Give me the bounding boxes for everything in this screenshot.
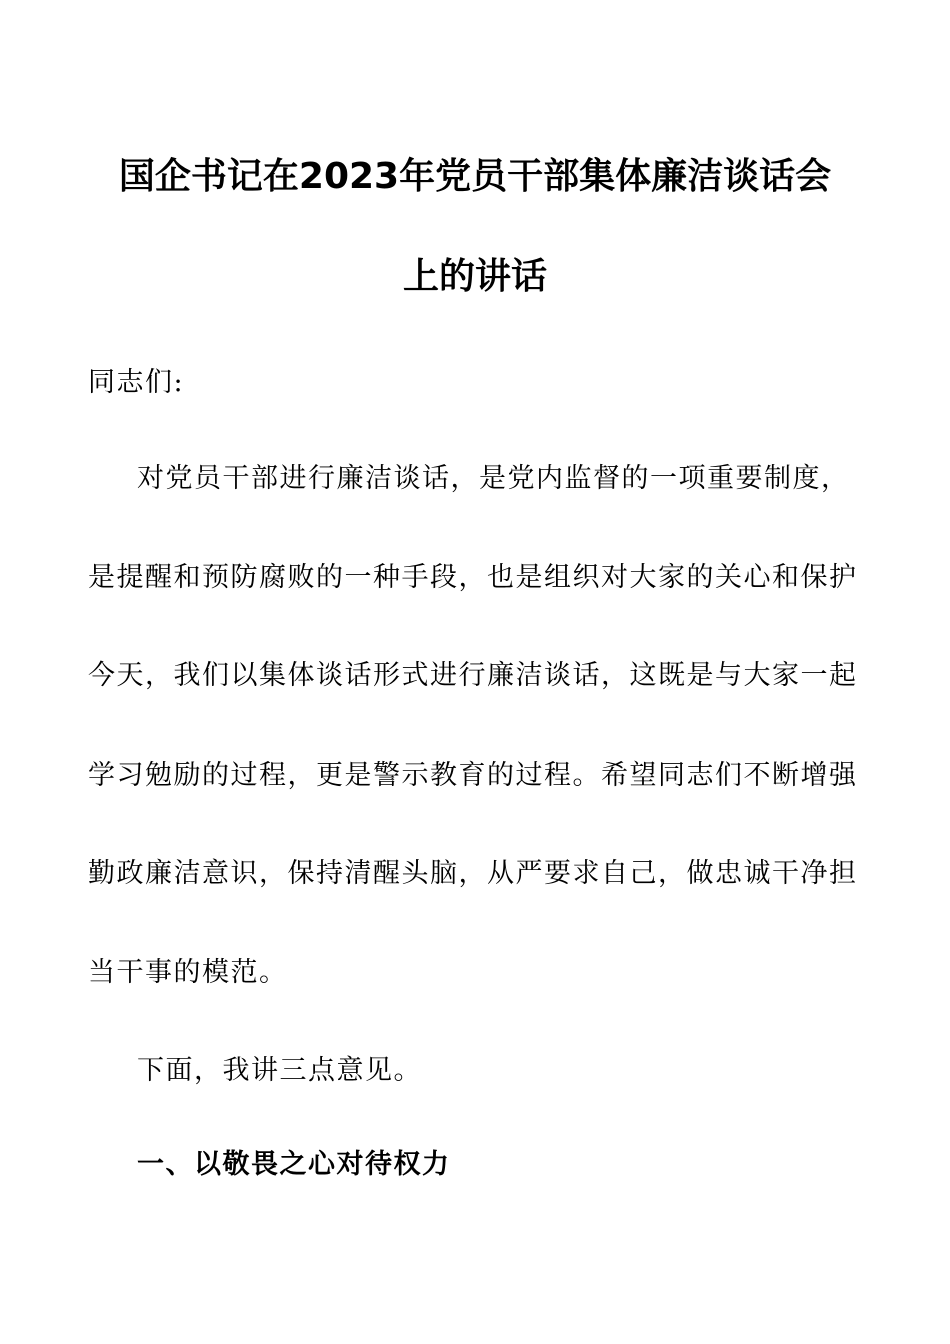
paragraph-2: 下面，我讲三点意见。 — [137, 1055, 422, 1086]
salutation: 同志们: — [88, 367, 185, 398]
paragraph-1-line-1: 对党员干部进行廉洁谈话，是党内监督的一项重要制度， — [137, 463, 850, 494]
paragraph-1-line-2: 是提醒和预防腐败的一种手段，也是组织对大家的关心和保护 — [88, 562, 858, 593]
paragraph-1-line-5: 勤政廉洁意识，保持清醒头脑，从严要求自己，做忠诚干净担 — [88, 858, 858, 889]
section-1-heading: 一、以敬畏之心对待权力 — [137, 1149, 451, 1180]
document-title-line-2: 上的讲话 — [402, 256, 547, 297]
paragraph-1-line-4: 学习勉励的过程，更是警示教育的过程。希望同志们不断增强 — [88, 760, 858, 791]
document-title-line-1: 国企书记在2023年党员干部集体廉洁谈话会 — [118, 156, 832, 197]
paragraph-1-line-6: 当干事的模范。 — [88, 957, 288, 988]
paragraph-1-line-3: 今天，我们以集体谈话形式进行廉洁谈话，这既是与大家一起 — [88, 660, 858, 691]
